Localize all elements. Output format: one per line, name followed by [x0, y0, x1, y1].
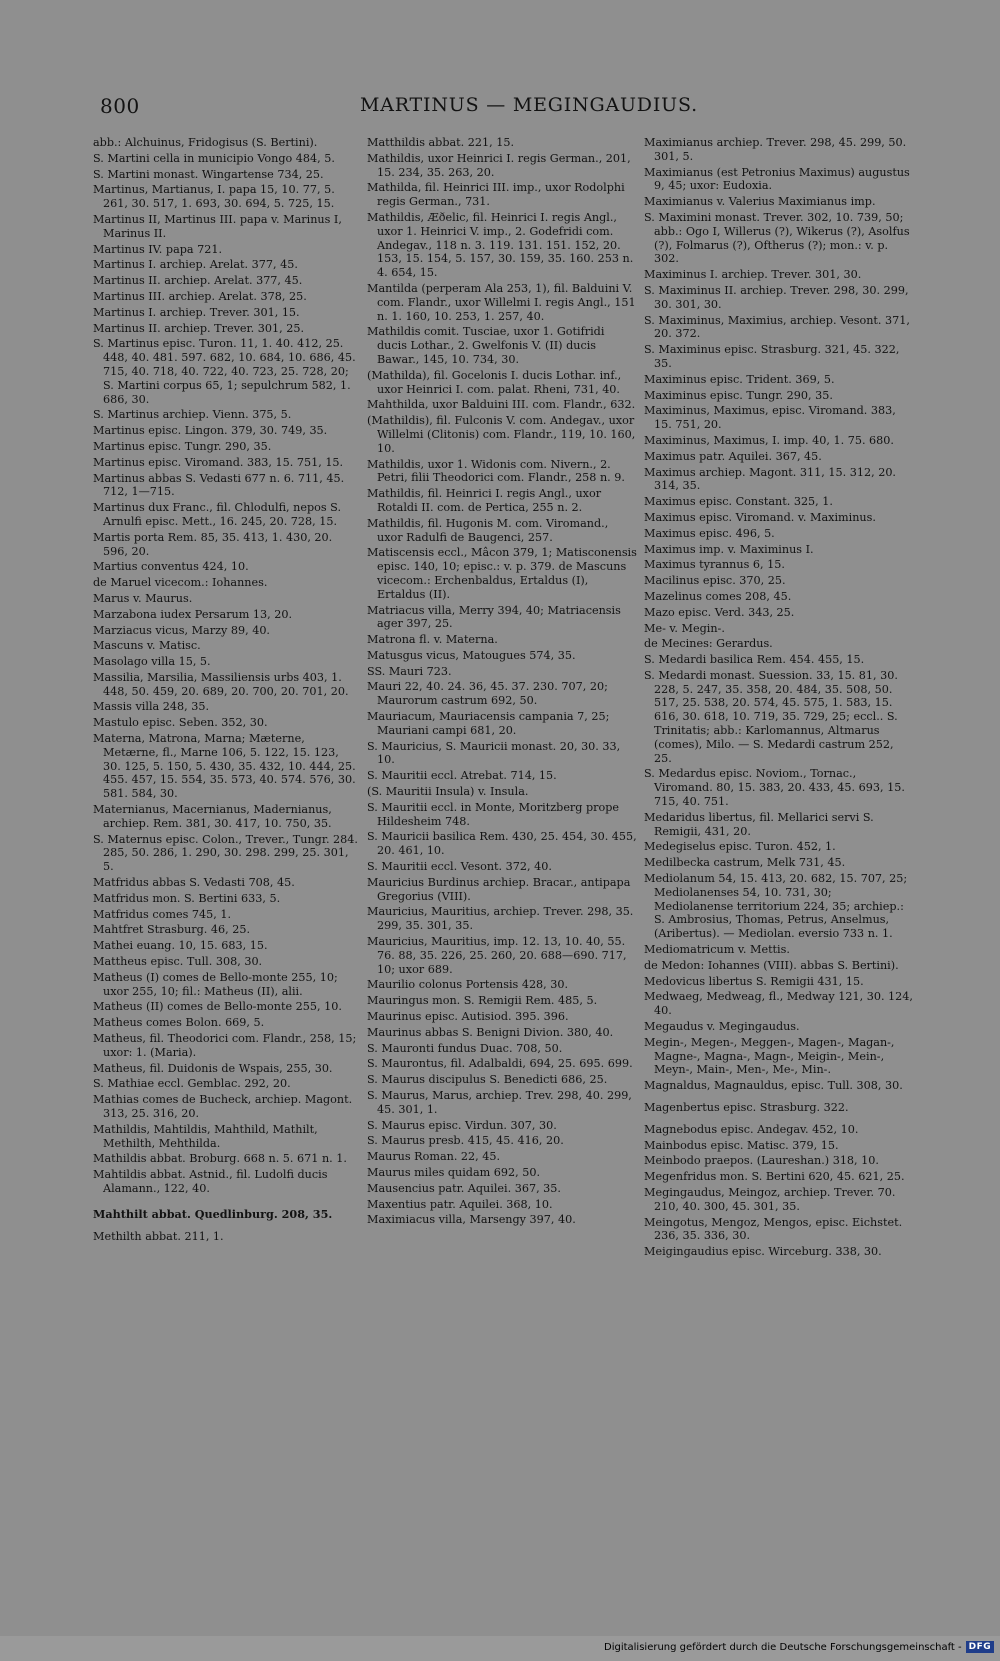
index-entry: Methilth abbat. 211, 1.	[93, 1229, 224, 1243]
index-entry: Maximiacus villa, Marsengy 397, 40.	[367, 1213, 576, 1227]
index-entry: Medegiselus episc. Turon. 452, 1.	[644, 840, 836, 854]
index-entry: Mathildis abbat. Broburg. 668 n. 5. 671 n. 1.	[93, 1152, 347, 1166]
index-entry: S. Mauritii eccl. in Monte, Moritzberg prope Hildesheim 748.	[367, 800, 620, 828]
index-entry: Mediolanum 54, 15. 413, 20. 682, 15. 707, 25; Mediolanenses 54, 10. 731, 30; Mediolanense territorium 224, 35; archiep.: S. Ambrosius, Thomas, Petrus, Anselmus, (Aribertus). — Mediolan. eversio 733 n. 1.	[644, 872, 908, 941]
index-column-right	[644, 136, 914, 1261]
index-entry: (Mathilda), fil. Gocelonis I. ducis Lothar. inf., uxor Heinrici I. com. palat. Rheni, 731, 40.	[367, 368, 622, 396]
index-entry: Matheus comes Bolon. 669, 5.	[93, 1016, 265, 1030]
index-entry: Martinus dux Franc., fil. Chlodulfi, nepos S. Arnulfi episc. Mett., 16. 245, 20. 728, 15.	[93, 501, 341, 528]
index-entry: S. Maternus episc. Colon., Trever., Tungr. 284. 285, 50. 286, 1. 290, 30. 298. 299, 25. 301, 5.	[93, 832, 358, 874]
index-entry: abb.: Alchuinus, Fridogisus (S. Bertini).	[93, 136, 318, 149]
index-entry: Meingotus, Mengoz, Mengos, episc. Eichstet. 236, 35. 336, 30.	[644, 1215, 903, 1243]
index-entry: S. Martini cella in municipio Vongo 484, 5.	[93, 151, 335, 165]
index-entry: Mantilda (perperam Ala 253, 1), fil. Balduini V. com. Flandr., uxor Willelmi I. regis Angl., 151 n. 1. 160, 10. 253, 1. 257, 40.	[367, 281, 636, 323]
index-entry: Mahtfret Strasburg. 46, 25.	[93, 923, 251, 937]
index-entry: S. Mauricius, S. Mauricii monast. 20, 30. 33, 10.	[367, 739, 621, 767]
index-entry: Magenbertus episc. Strasburg. 322.	[644, 1101, 849, 1114]
index-entry: Mahthilt abbat. Quedlinburg. 208, 35.	[93, 1206, 333, 1221]
index-entry: Martis porta Rem. 85, 35. 413, 1. 430, 20. 596, 20.	[93, 530, 333, 558]
index-entry: Mahtildis abbat. Astnid., fil. Ludolfi ducis Alamann., 122, 40.	[93, 1168, 328, 1195]
index-entry: Medovicus libertus S. Remigii 431, 15.	[644, 974, 864, 988]
index-entry: Matfridus mon. S. Bertini 633, 5.	[93, 891, 281, 905]
index-entry: Maurus Roman. 22, 45.	[367, 1150, 501, 1164]
index-entry: Mathias comes de Bucheck, archiep. Magont. 313, 25. 316, 20.	[93, 1093, 353, 1120]
index-entry: Maximus archiep. Magont. 311, 15. 312, 20. 314, 35.	[644, 465, 896, 493]
index-entry: Medwaeg, Medweag, fl., Medway 121, 30. 124, 40.	[644, 990, 913, 1018]
index-entry: Mathildis, Mahtildis, Mahthild, Mathilt, Methilth, Mehthilda.	[93, 1122, 318, 1150]
index-entry: Mediomatricum v. Mettis.	[644, 943, 790, 957]
index-entry: Martinus, Martianus, I. papa 15, 10. 77, 5. 261, 30. 517, 1. 693, 30. 694, 5. 725, 15.	[93, 183, 335, 211]
index-entry: Mauri 22, 40. 24. 36, 45. 37. 230. 707, 20; Maurorum castrum 692, 50.	[367, 680, 608, 708]
index-entry: S. Maurus discipulus S. Benedicti 686, 25.	[367, 1073, 608, 1087]
index-entry: Marzabona iudex Persarum 13, 20.	[93, 607, 293, 621]
index-entry: Magnebodus episc. Andegav. 452, 10.	[644, 1122, 859, 1136]
index-entry: Megingaudus, Meingoz, archiep. Trever. 70. 210, 40. 300, 45. 301, 35.	[644, 1185, 896, 1213]
index-entry: Maurinus episc. Autisiod. 395. 396.	[367, 1010, 569, 1024]
index-entry: Mathildis, uxor 1. Widonis com. Nivern., 2. Petri, filii Theodorici com. Flandr., 258 n. 9.	[367, 457, 625, 485]
index-entry: Maximinus I. archiep. Trever. 301, 30.	[644, 268, 862, 282]
index-entry: Megin-, Megen-, Meggen-, Magen-, Magan-, Magne-, Magna-, Magn-, Meigin-, Mein-, Meyn-, Main-, Men-, Me-, Min-.	[644, 1035, 895, 1077]
index-entry: Magnaldus, Magnauldus, episc. Tull. 308, 30.	[644, 1079, 903, 1093]
index-entry: S. Mauritii eccl. Atrebat. 714, 15.	[367, 769, 557, 783]
index-entry: Maximus episc. 496, 5.	[644, 526, 775, 540]
index-entry: Martinus I. archiep. Trever. 301, 15.	[93, 305, 300, 319]
index-entry: S. Maurus presb. 415, 45. 416, 20.	[367, 1134, 564, 1148]
index-entry: Mainbodus episc. Matisc. 379, 15.	[644, 1138, 839, 1152]
index-entry: S. Maximinus episc. Strasburg. 321, 45. 322, 35.	[644, 343, 900, 370]
index-entry: Matheus, fil. Duidonis de Wspais, 255, 30.	[93, 1061, 333, 1075]
index-entry: Mascuns v. Matisc.	[93, 639, 201, 653]
index-entry: Maurinus abbas S. Benigni Divion. 380, 40.	[367, 1025, 614, 1039]
footer-text: Digitalisierung gefördert durch die Deutsche Forschungsgemeinschaft -	[604, 1641, 962, 1653]
index-entry: de Maruel vicecom.: Iohannes.	[93, 576, 268, 590]
index-entry: Maurus miles quidam 692, 50.	[367, 1165, 541, 1179]
index-entry: Maximus episc. Constant. 325, 1.	[644, 495, 833, 509]
index-entry: Martinus II. archiep. Trever. 301, 25.	[93, 321, 305, 335]
index-column-left	[93, 136, 359, 1245]
index-entry: S. Medardus episc. Noviom., Tornac., Viromand. 80, 15. 383, 20. 433, 45. 693, 15. 715, 40. 751.	[644, 767, 905, 809]
index-entry: Mathilda, fil. Heinrici III. imp., uxor Rodolphi regis German., 731.	[367, 181, 625, 209]
index-entry: S. Maurus episc. Virdun. 307, 30.	[367, 1118, 557, 1132]
index-entry: Materna, Matrona, Marna; Mæterne, Metærne, fl., Marne 106, 5. 122, 15. 123, 30. 125, 5. 150, 5. 430, 35. 432, 10. 444, 25. 455. 457, 15. 554, 35. 573, 40. 574. 576, 30. 581. 584, 30.	[93, 732, 356, 801]
index-entry: Matrona fl. v. Materna.	[367, 633, 498, 647]
index-entry: Me- v. Megin-.	[644, 621, 725, 635]
index-entry: Maximinus, Maximus, episc. Viromand. 383, 15. 751, 20.	[644, 404, 896, 432]
index-entry: Mausencius patr. Aquilei. 367, 35.	[367, 1181, 561, 1195]
index-entry: Maximinus, Maximus, I. imp. 40, 1. 75. 680.	[644, 433, 894, 447]
index-entry: Martinus III. archiep. Arelat. 378, 25.	[93, 289, 307, 303]
dfg-logo: DFG	[966, 1641, 995, 1653]
index-entry: Mazelinus comes 208, 45.	[644, 589, 792, 603]
index-entry: S. Mauricii basilica Rem. 430, 25. 454, 30. 455, 20. 461, 10.	[367, 830, 637, 858]
index-entry: S. Mauritii eccl. Vesont. 372, 40.	[367, 860, 552, 874]
index-entry: Matheus, fil. Theodorici com. Flandr., 258, 15; uxor: 1. (Maria).	[93, 1032, 357, 1059]
index-entry: Maximianus v. Valerius Maximianus imp.	[644, 195, 876, 209]
index-entry: Marziacus vicus, Marzy 89, 40.	[93, 623, 270, 637]
index-entry: Maternianus, Macernianus, Madernianus, archiep. Rem. 381, 30. 417, 10. 750, 35.	[93, 803, 332, 830]
index-entry: Maximianus (est Petronius Maximus) augustus 9, 45; uxor: Eudoxia.	[644, 165, 910, 193]
index-entry: Maximus tyrannus 6, 15.	[644, 558, 785, 572]
index-entry: S. Martini monast. Wingartense 734, 25.	[93, 167, 324, 181]
footer	[604, 1641, 994, 1653]
index-entry: Martinus episc. Viromand. 383, 15. 751, 15.	[93, 455, 344, 469]
index-entry: Martinus IV. papa 721.	[93, 242, 223, 256]
index-entry: Mauricius, Mauritius, archiep. Trever. 298, 35. 299, 35. 301, 35.	[367, 905, 634, 933]
index-entry: Mathildis comit. Tusciae, uxor 1. Gotifridi ducis Lothar., 2. Gwelfonis V. (II) ducis Bawar., 145, 10. 734, 30.	[367, 325, 605, 366]
index-entry: Mathildis, uxor Heinrici I. regis German., 201, 15. 234, 35. 263, 20.	[367, 151, 631, 179]
index-entry: Massis villa 248, 35.	[93, 700, 210, 714]
index-entry: Macilinus episc. 370, 25.	[644, 574, 786, 588]
index-entry: Maxentius patr. Aquilei. 368, 10.	[367, 1197, 553, 1211]
index-entry: Matthildis abbat. 221, 15.	[367, 136, 515, 149]
index-entry: (Mathildis), fil. Fulconis V. com. Andegav., uxor Willelmi (Clitonis) com. Flandr., 119, 10. 160, 10.	[367, 414, 636, 455]
index-entry: S. Martinus archiep. Vienn. 375, 5.	[93, 408, 292, 422]
index-entry: S. Maximini monast. Trever. 302, 10. 739, 50; abb.: Ogo I, Willerus (?), Wikerus (?), Asolfus (?), Folmarus (?), Oftherus (?); mon.: v. p. 302.	[644, 210, 910, 266]
index-entry: Mauricius Burdinus archiep. Bracar., antipapa Gregorius (VIII).	[367, 875, 631, 903]
index-entry: S. Medardi basilica Rem. 454. 455, 15.	[644, 653, 865, 667]
index-entry: Megaudus v. Megingaudus.	[644, 1020, 800, 1034]
index-entry: Matiscensis eccl., Mâcon 379, 1; Matisconensis episc. 140, 10; episc.: v. p. 379. de Mascuns vicecom.: Erchenbaldus, Ertaldus (I), Ertaldus (II).	[367, 546, 637, 601]
index-entry: Maurilio colonus Portensis 428, 30.	[367, 978, 569, 992]
index-entry: Mathei euang. 10, 15. 683, 15.	[93, 939, 268, 953]
index-entry: Martius conventus 424, 10.	[93, 560, 249, 574]
index-entry: Martinus episc. Tungr. 290, 35.	[93, 439, 272, 453]
index-entry: (S. Mauritii Insula) v. Insula.	[367, 785, 529, 799]
index-entry: Megenfridus mon. S. Bertini 620, 45. 621, 25.	[644, 1170, 905, 1184]
index-entry: Maximinus episc. Trident. 369, 5.	[644, 372, 835, 386]
index-entry: Marus v. Maurus.	[93, 591, 193, 605]
index-entry: Masolago villa 15, 5.	[93, 655, 211, 669]
index-entry: Martinus II, Martinus III. papa v. Marinus I, Marinus II.	[93, 212, 342, 240]
index-entry: Mathildis, Æðelic, fil. Heinrici I. regis Angl., uxor 1. Heinrici V. imp., 2. Godefridi com. Andegav., 118 n. 3. 119. 131. 151. 152, 20. 153, 15. 154, 5. 157, 30. 159, 35. 160. 253 n. 4. 654, 15.	[367, 210, 634, 280]
index-entry: SS. Mauri 723.	[367, 664, 452, 678]
index-entry: Mahthilda, uxor Balduini III. com. Flandr., 632.	[367, 398, 636, 412]
index-entry: Massilia, Marsilia, Massiliensis urbs 403, 1. 448, 50. 459, 20. 689, 20. 700, 20. 701, 20.	[93, 670, 349, 698]
index-entry: Maximus imp. v. Maximinus I.	[644, 542, 814, 556]
index-column-middle	[367, 136, 637, 1229]
index-entry: Maximianus archiep. Trever. 298, 45. 299, 50. 301, 5.	[644, 136, 907, 163]
index-entry: Martinus abbas S. Vedasti 677 n. 6. 711, 45. 712, 1—715.	[93, 471, 345, 499]
index-entry: S. Maurontus, fil. Adalbaldi, 694, 25. 695. 699.	[367, 1057, 633, 1071]
index-entry: Martinus II. archiep. Arelat. 377, 45.	[93, 274, 303, 288]
index-entry: Maximinus episc. Tungr. 290, 35.	[644, 388, 833, 402]
index-entry: Matheus (II) comes de Bello-monte 255, 10.	[93, 1000, 342, 1014]
running-head: MARTINUS — MEGINGAUDIUS.	[360, 94, 698, 116]
index-entry: S. Mathiae eccl. Gemblac. 292, 20.	[93, 1077, 291, 1091]
index-entry: Medilbecka castrum, Melk 731, 45.	[644, 856, 846, 870]
index-entry: Maximus episc. Viromand. v. Maximinus.	[644, 510, 876, 524]
index-entry: Martinus I. archiep. Arelat. 377, 45.	[93, 258, 298, 272]
index-entry: Matriacus villa, Merry 394, 40; Matriacensis ager 397, 25.	[367, 603, 621, 631]
index-entry: Matfridus abbas S. Vedasti 708, 45.	[93, 876, 295, 890]
index-entry: Matheus (I) comes de Bello-monte 255, 10; uxor 255, 10; fil.: Matheus (II), alii.	[93, 970, 338, 998]
index-entry: Mauringus mon. S. Remigii Rem. 485, 5.	[367, 994, 598, 1008]
index-entry: S. Maximinus II. archiep. Trever. 298, 30. 299, 30. 301, 30.	[644, 283, 909, 311]
index-entry: S. Martinus episc. Turon. 11, 1. 40. 412, 25. 448, 40. 481. 597. 682, 10. 684, 10. 686, 45. 715, 40. 718, 40. 722, 40. 723, 25. 728, 20; S. Martini corpus 65, 1; sepulchrum 582, 1. 686, 30.	[93, 337, 356, 406]
index-entry: Matusgus vicus, Matougues 574, 35.	[367, 648, 576, 662]
index-entry: Medaridus libertus, fil. Mellarici servi S. Remigii, 431, 20.	[644, 810, 874, 838]
index-entry: Matfridus comes 745, 1.	[93, 907, 232, 921]
index-entry: Meinbodo praepos. (Laureshan.) 318, 10.	[644, 1154, 879, 1168]
index-entry: S. Maurus, Marus, archiep. Trev. 298, 40. 299, 45. 301, 1.	[367, 1089, 632, 1116]
index-entry: Meigingaudius episc. Wirceburg. 338, 30.	[644, 1245, 882, 1259]
index-entry: de Mecines: Gerardus.	[644, 637, 773, 651]
index-entry: S. Medardi monast. Suession. 33, 15. 81, 30. 228, 5. 247, 35. 358, 20. 484, 35. 508, 50. 517, 25. 538, 20. 574, 45. 575, 1. 583, 15. 616, 30. 618, 10. 719, 35. 729, 25; eccl.. S. Trinitatis; abb.: Karlomannus, Altmarus (comes), Milo. — S. Medardi castrum 252, 25.	[644, 668, 898, 765]
index-entry: Mathildis, fil. Hugonis M. com. Viromand., uxor Radulfi de Baugenci, 257.	[367, 516, 609, 544]
index-entry: Mazo episc. Verd. 343, 25.	[644, 605, 795, 619]
index-entry: de Medon: Iohannes (VIII). abbas S. Bertini).	[644, 958, 899, 972]
index-entry: S. Maximinus, Maximius, archiep. Vesont. 371, 20. 372.	[644, 313, 910, 341]
index-entry: Maximus patr. Aquilei. 367, 45.	[644, 449, 822, 463]
index-entry: Mattheus episc. Tull. 308, 30.	[93, 955, 263, 969]
index-entry: Martinus episc. Lingon. 379, 30. 749, 35.	[93, 424, 328, 438]
index-entry: Mauricius, Mauritius, imp. 12. 13, 10. 40, 55. 76. 88, 35. 226, 25. 260, 20. 688—690. 717, 10; uxor 689.	[367, 935, 627, 976]
index-entry: S. Mauronti fundus Duac. 708, 50.	[367, 1041, 563, 1055]
index-entry: Mathildis, fil. Heinrici I. regis Angl., uxor Rotaldi II. com. de Pertica, 255 n. 2.	[367, 487, 602, 514]
index-entry: Mastulo episc. Seben. 352, 30.	[93, 716, 268, 730]
index-entry: Mauriacum, Mauriacensis campania 7, 25; Mauriani campi 681, 20.	[367, 710, 610, 737]
page-number: 800	[100, 94, 140, 118]
